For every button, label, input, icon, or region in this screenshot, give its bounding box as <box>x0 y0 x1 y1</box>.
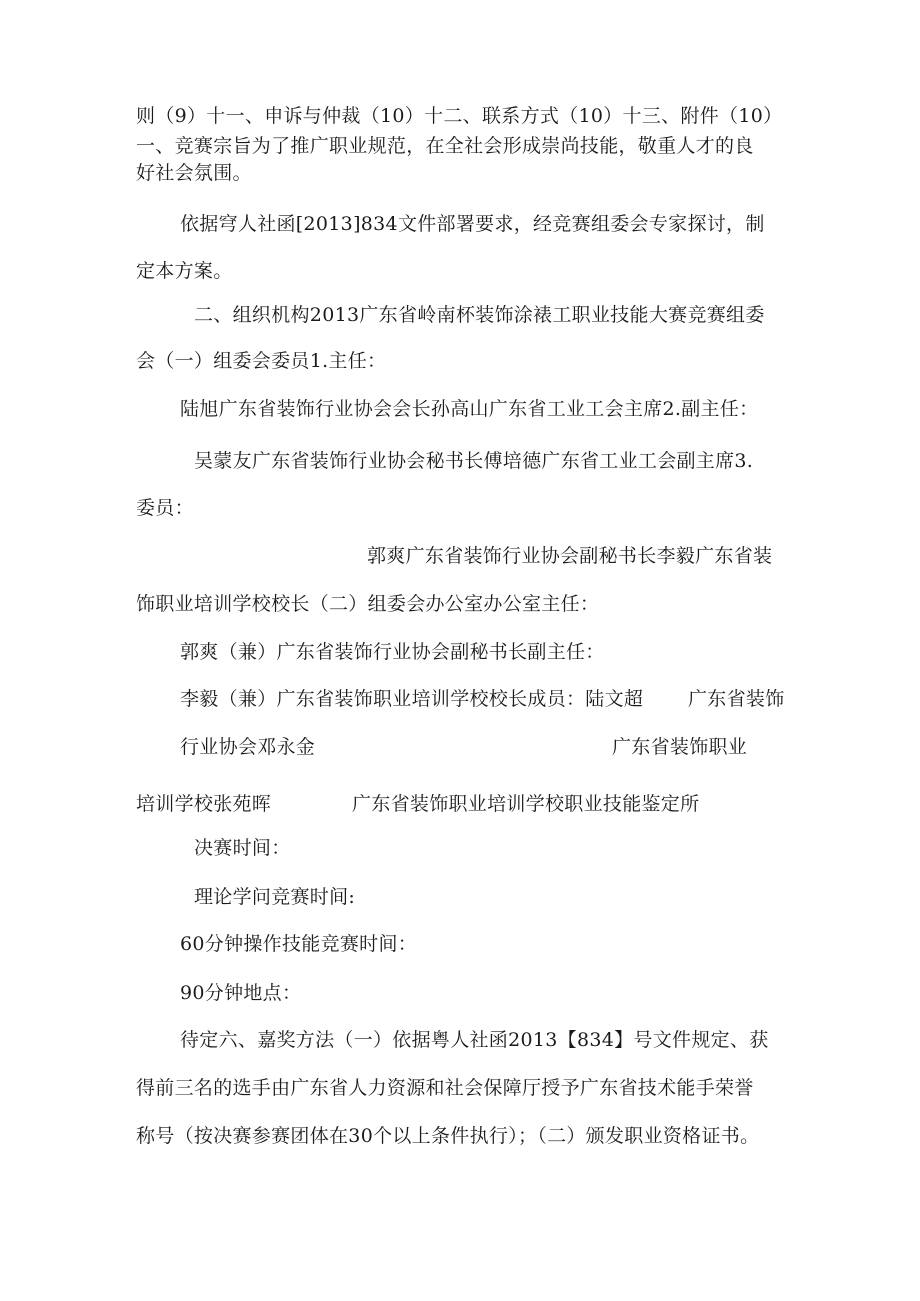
text-line: 二、组织机构2013广东省岭南杯装饰涂裱工职业技能大赛竞赛组委 <box>194 304 765 326</box>
text-line: 理论学问竞赛时间: <box>194 886 356 908</box>
text-line: 定本方案。 <box>136 260 233 282</box>
text-line: 好社会氛围。 <box>136 162 252 184</box>
text-line: 吴蒙友广东省装饰行业协会秘书长傅培德广东省工业工会副主席3. <box>194 450 754 472</box>
text-line: 行业协会邓永金 <box>180 736 316 758</box>
text-line: 李毅（兼）广东省装饰职业培训学校校长成员：陆文超 <box>180 688 644 710</box>
text-line: 委员： <box>136 497 194 519</box>
text-line: 一、竞赛宗旨为了推广职业规范，在全社会形成崇尚技能，敬重人才的良 <box>136 135 754 157</box>
text-line: 待定六、嘉奖方法（一）依据粤人社函2013【834】号文件规定、获 <box>180 1029 769 1051</box>
text-line: 会（一）组委会委员1.主任： <box>136 350 387 372</box>
text-line: 60分钟操作技能竞赛时间： <box>180 933 418 955</box>
text-line: 郭爽（兼）广东省装饰行业协会副秘书长副主任： <box>180 641 605 663</box>
text-line: 饰职业培训学校校长（二）组委会办公室办公室主任： <box>136 593 600 615</box>
text-line: 广东省装饰职业 <box>612 736 748 758</box>
text-line: 依据穹人社函[2013]834文件部署要求，经竞赛组委会专家探讨，制 <box>180 213 765 235</box>
text-line: 郭爽广东省装饰行业协会副秘书长李毅广东省装 <box>367 545 773 567</box>
text-line: 广东省装饰职业培训学校职业技能鉴定所 <box>352 793 700 815</box>
text-line: 陆旭广东省装饰行业协会会长孙高山广东省工业工会主席2.副主任： <box>180 398 759 420</box>
text-line: 决赛时间： <box>194 837 291 859</box>
text-line: 90分钟地点： <box>180 982 302 1004</box>
text-line: 培训学校张苑晖 <box>136 793 272 815</box>
text-line: 称号（按决赛参赛团体在30个以上条件执行）；（二）颁发职业资格证书。 <box>136 1125 760 1147</box>
text-line: 广东省装饰 <box>688 688 785 710</box>
text-line: 得前三名的选手由广东省人力资源和社会保障厅授予广东省技术能手荣誉 <box>136 1077 754 1099</box>
text-line: 则（9）十一、申诉与仲裁（10）十二、联系方式（10）十三、附件（10） <box>136 105 783 127</box>
